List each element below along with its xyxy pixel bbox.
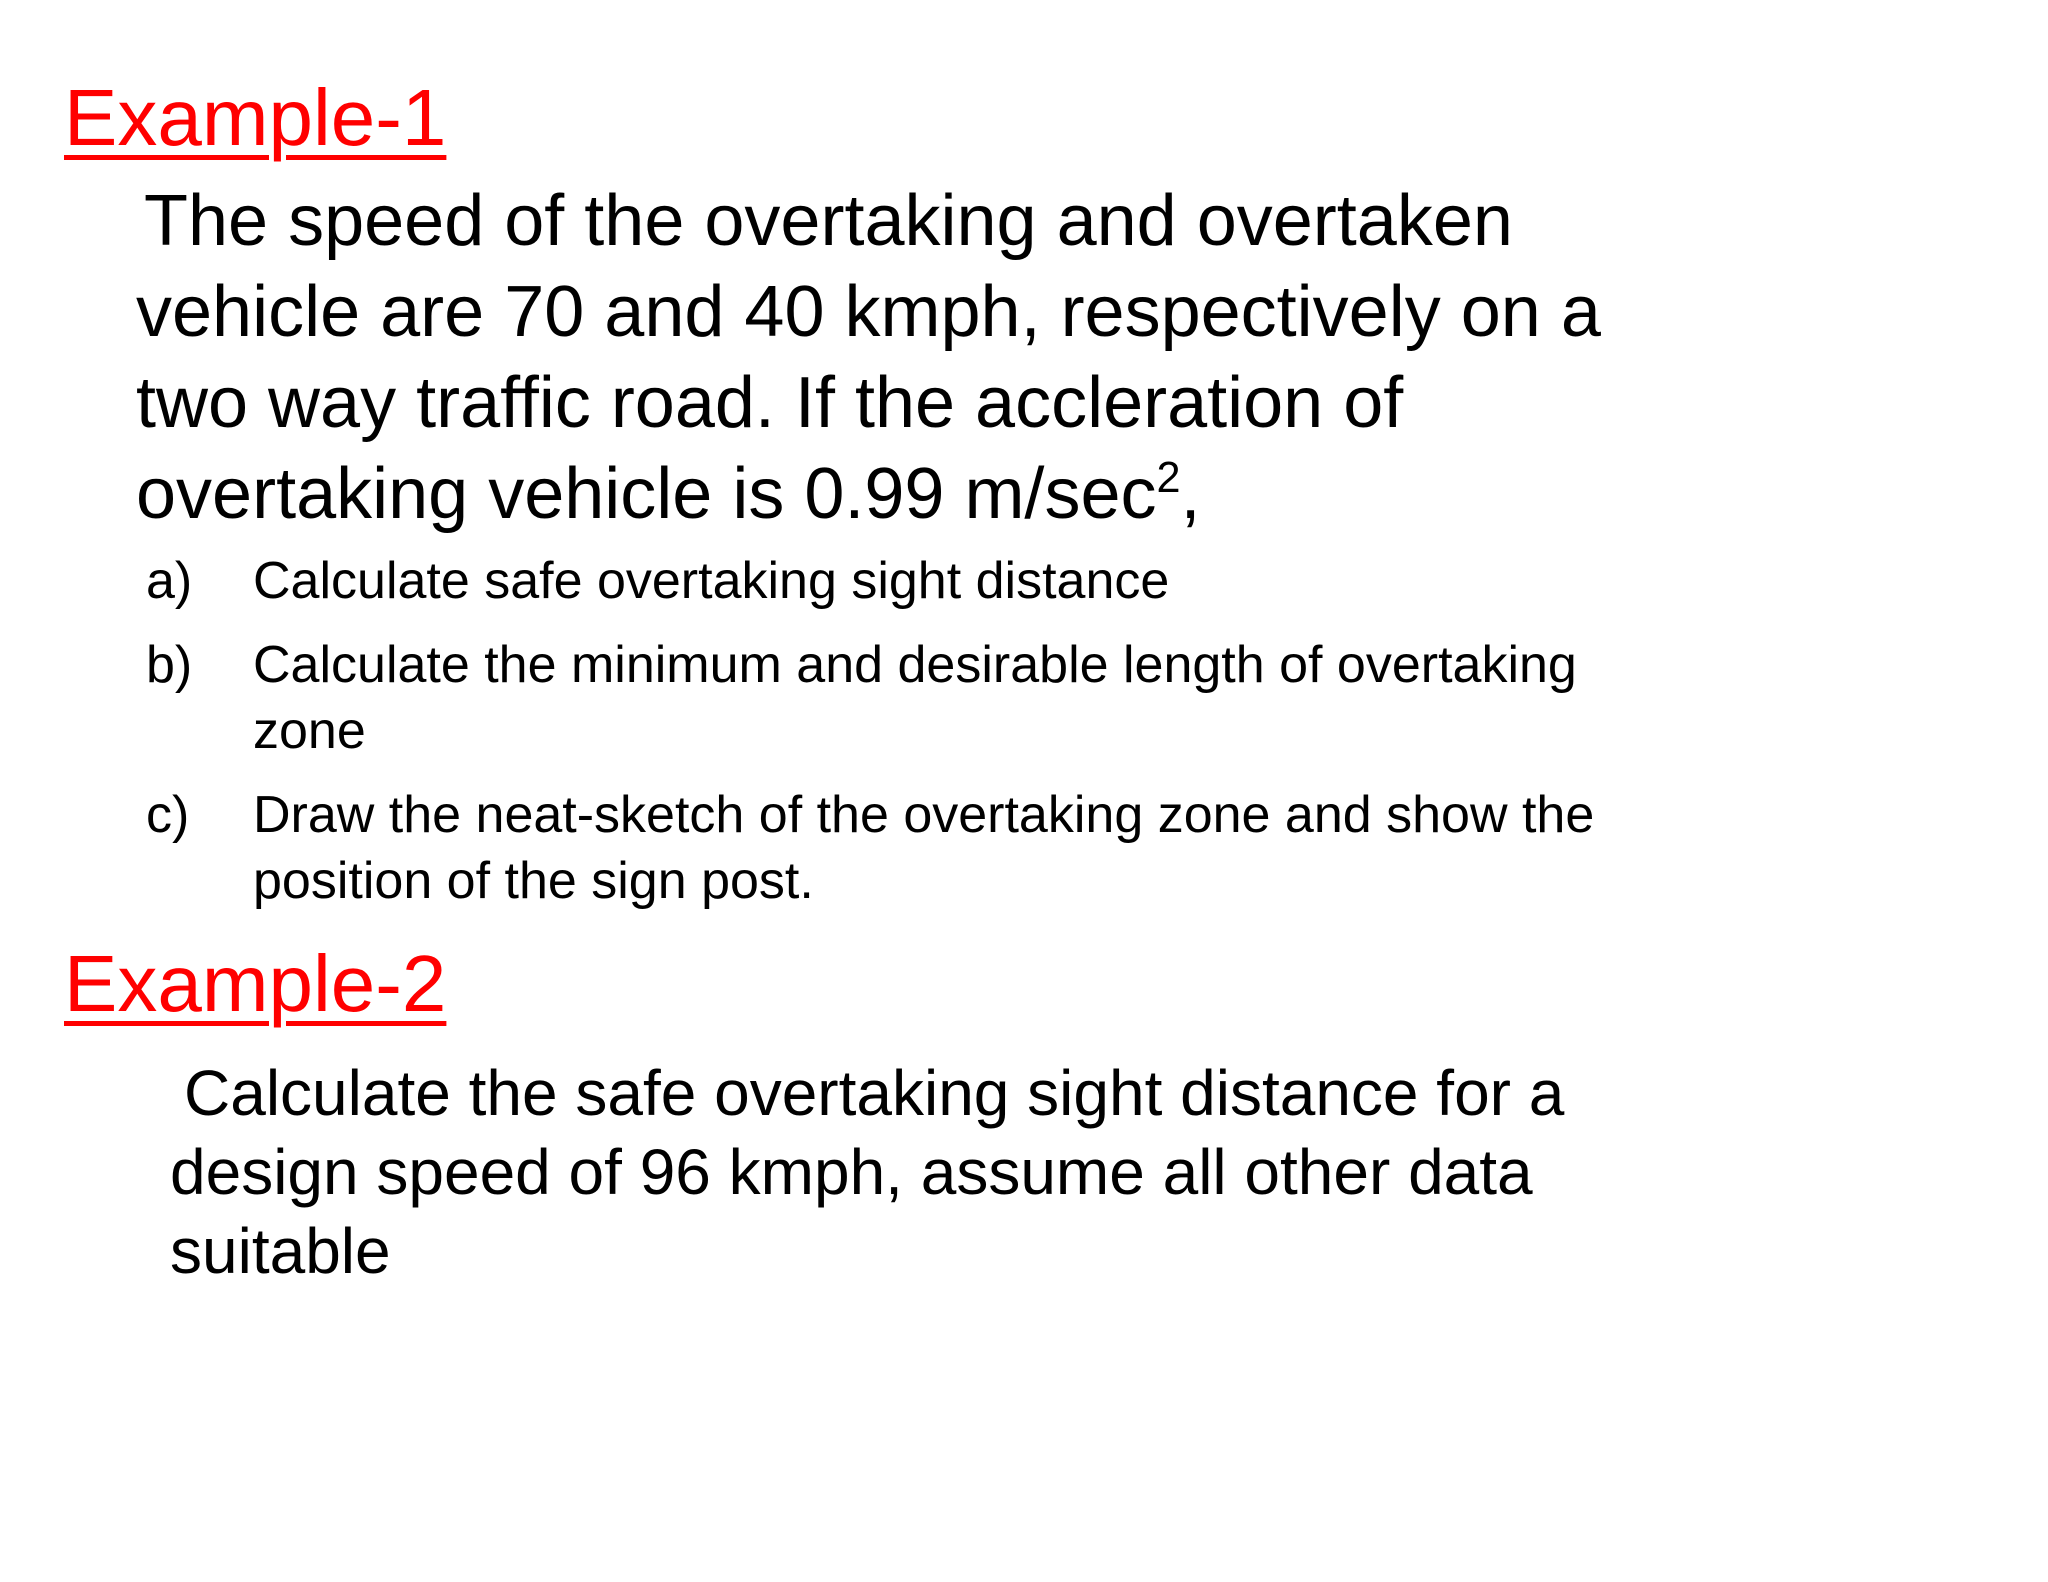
list-item-line-2: zone	[253, 702, 366, 760]
example-1-heading: Example-1	[64, 73, 447, 162]
problem-line-2: design speed of 96 kmph, assume all other data	[170, 1136, 1533, 1208]
problem-line-4-end: ,	[1180, 454, 1201, 534]
list-item-text	[253, 548, 1169, 614]
problem-line-2: vehicle are 70 and 40 kmph, respectively on a	[136, 272, 1601, 352]
list-item-text	[253, 632, 1577, 764]
list-item-text	[253, 782, 1594, 914]
list-item-line-1: Calculate the minimum and desirable length of overtaking	[253, 636, 1577, 694]
problem-line-1: The speed of the overtaking and overtaken	[144, 181, 1513, 261]
list-marker: b)	[146, 636, 193, 694]
list-item-line-1: Calculate safe overtaking sight distance	[253, 552, 1170, 610]
example-1-problem-statement	[136, 176, 1601, 540]
list-marker: c)	[146, 786, 190, 844]
list-item-line-2: position of the sign post.	[253, 852, 814, 910]
problem-line-1: Calculate the safe overtaking sight distance for a	[184, 1057, 1565, 1129]
problem-line-3: suitable	[170, 1215, 391, 1287]
problem-line-4-text: overtaking vehicle is 0.99 m/sec	[136, 454, 1157, 534]
example-2-problem-statement	[170, 1054, 1564, 1291]
list-marker: a)	[146, 552, 193, 610]
example-2-heading: Example-2	[64, 939, 447, 1028]
problem-line-3: two way traffic road. If the accleration of	[136, 363, 1404, 443]
superscript-exponent: 2	[1156, 454, 1181, 503]
list-item-line-1: Draw the neat-sketch of the overtaking zone and show the	[253, 786, 1595, 844]
problem-line-4	[136, 449, 1601, 540]
